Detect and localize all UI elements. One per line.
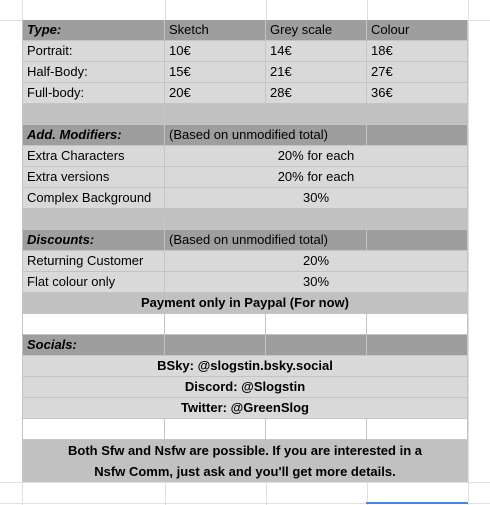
discounts-title[interactable]: Discounts: <box>22 230 165 251</box>
cell[interactable]: 10€ <box>165 41 266 62</box>
social-discord[interactable]: Discord: @Slogstin <box>22 377 468 398</box>
modifiers-header-row <box>22 125 468 146</box>
header-sketch[interactable]: Sketch <box>165 20 266 41</box>
cell[interactable]: 36€ <box>367 83 468 104</box>
cell[interactable]: 18€ <box>367 41 468 62</box>
empty-cell[interactable] <box>266 335 367 356</box>
empty-cell[interactable] <box>266 314 367 335</box>
empty-cell[interactable] <box>165 104 266 125</box>
grid-line <box>0 482 490 483</box>
social-row-twitter <box>22 398 468 419</box>
header-colour[interactable]: Colour <box>367 20 468 41</box>
cell-selection-indicator <box>366 502 468 504</box>
empty-cell[interactable] <box>22 104 165 125</box>
social-row-bsky <box>22 356 468 377</box>
cell[interactable]: 14€ <box>266 41 367 62</box>
header-greyscale[interactable]: Grey scale <box>266 20 367 41</box>
empty-cell[interactable] <box>367 125 468 146</box>
cell[interactable]: Extra versions <box>22 167 165 188</box>
discounts-header-row <box>22 230 468 251</box>
social-row-discord <box>22 377 468 398</box>
social-bsky[interactable]: BSky: @slogstin.bsky.social <box>22 356 468 377</box>
social-twitter[interactable]: Twitter: @GreenSlog <box>22 398 468 419</box>
modifier-row-complex-background <box>22 188 468 209</box>
grid-line <box>468 0 469 505</box>
empty-cell[interactable] <box>22 209 165 230</box>
empty-cell[interactable] <box>165 209 266 230</box>
payment-note[interactable]: Payment only in Paypal (For now) <box>22 293 468 314</box>
empty-cell[interactable] <box>266 209 367 230</box>
modifier-row-extra-versions <box>22 167 468 188</box>
cell[interactable]: 30% <box>165 188 468 209</box>
discount-row-returning-customer <box>22 251 468 272</box>
cell[interactable]: 20% for each <box>165 167 468 188</box>
cell[interactable]: 15€ <box>165 62 266 83</box>
price-row-portrait <box>22 41 468 62</box>
empty-cell[interactable] <box>266 419 367 440</box>
empty-cell[interactable] <box>22 314 165 335</box>
cell[interactable]: Portrait: <box>22 41 165 62</box>
empty-cell[interactable] <box>22 419 165 440</box>
price-header-row <box>22 20 468 41</box>
socials-title[interactable]: Socials: <box>22 335 165 356</box>
socials-header-row <box>22 335 468 356</box>
notice-row <box>22 440 468 482</box>
empty-cell[interactable] <box>367 104 468 125</box>
empty-cell[interactable] <box>367 419 468 440</box>
empty-cell[interactable] <box>165 314 266 335</box>
empty-cell[interactable] <box>165 335 266 356</box>
payment-row <box>22 293 468 314</box>
nsfw-notice[interactable]: Both Sfw and Nsfw are possible. If you are interested in a Nsfw Comm, just ask and you'll get more details. <box>22 440 468 482</box>
cell[interactable]: Full-body: <box>22 83 165 104</box>
price-row-full-body <box>22 83 468 104</box>
cell[interactable]: 28€ <box>266 83 367 104</box>
cell[interactable]: 27€ <box>367 62 468 83</box>
spacer-row <box>22 209 468 230</box>
cell[interactable]: 20% <box>165 251 468 272</box>
cell[interactable]: 21€ <box>266 62 367 83</box>
cell[interactable]: 30% <box>165 272 468 293</box>
empty-cell[interactable] <box>367 209 468 230</box>
blank-row <box>22 314 468 335</box>
cell[interactable]: Extra Characters <box>22 146 165 167</box>
cell[interactable]: Flat colour only <box>22 272 165 293</box>
commission-price-table <box>22 20 468 482</box>
cell[interactable]: Complex Background <box>22 188 165 209</box>
empty-cell[interactable] <box>266 104 367 125</box>
discounts-note[interactable]: (Based on unmodified total) <box>165 230 367 251</box>
empty-cell[interactable] <box>367 230 468 251</box>
spacer-row <box>22 104 468 125</box>
modifier-row-extra-characters <box>22 146 468 167</box>
cell[interactable]: 20% for each <box>165 146 468 167</box>
header-type[interactable]: Type: <box>22 20 165 41</box>
empty-cell[interactable] <box>367 314 468 335</box>
cell[interactable]: Returning Customer <box>22 251 165 272</box>
empty-cell[interactable] <box>367 335 468 356</box>
empty-cell[interactable] <box>165 419 266 440</box>
price-row-half-body <box>22 62 468 83</box>
cell[interactable]: 20€ <box>165 83 266 104</box>
modifiers-title[interactable]: Add. Modifiers: <box>22 125 165 146</box>
discount-row-flat-colour <box>22 272 468 293</box>
cell[interactable]: Half-Body: <box>22 62 165 83</box>
modifiers-note[interactable]: (Based on unmodified total) <box>165 125 367 146</box>
blank-row <box>22 419 468 440</box>
